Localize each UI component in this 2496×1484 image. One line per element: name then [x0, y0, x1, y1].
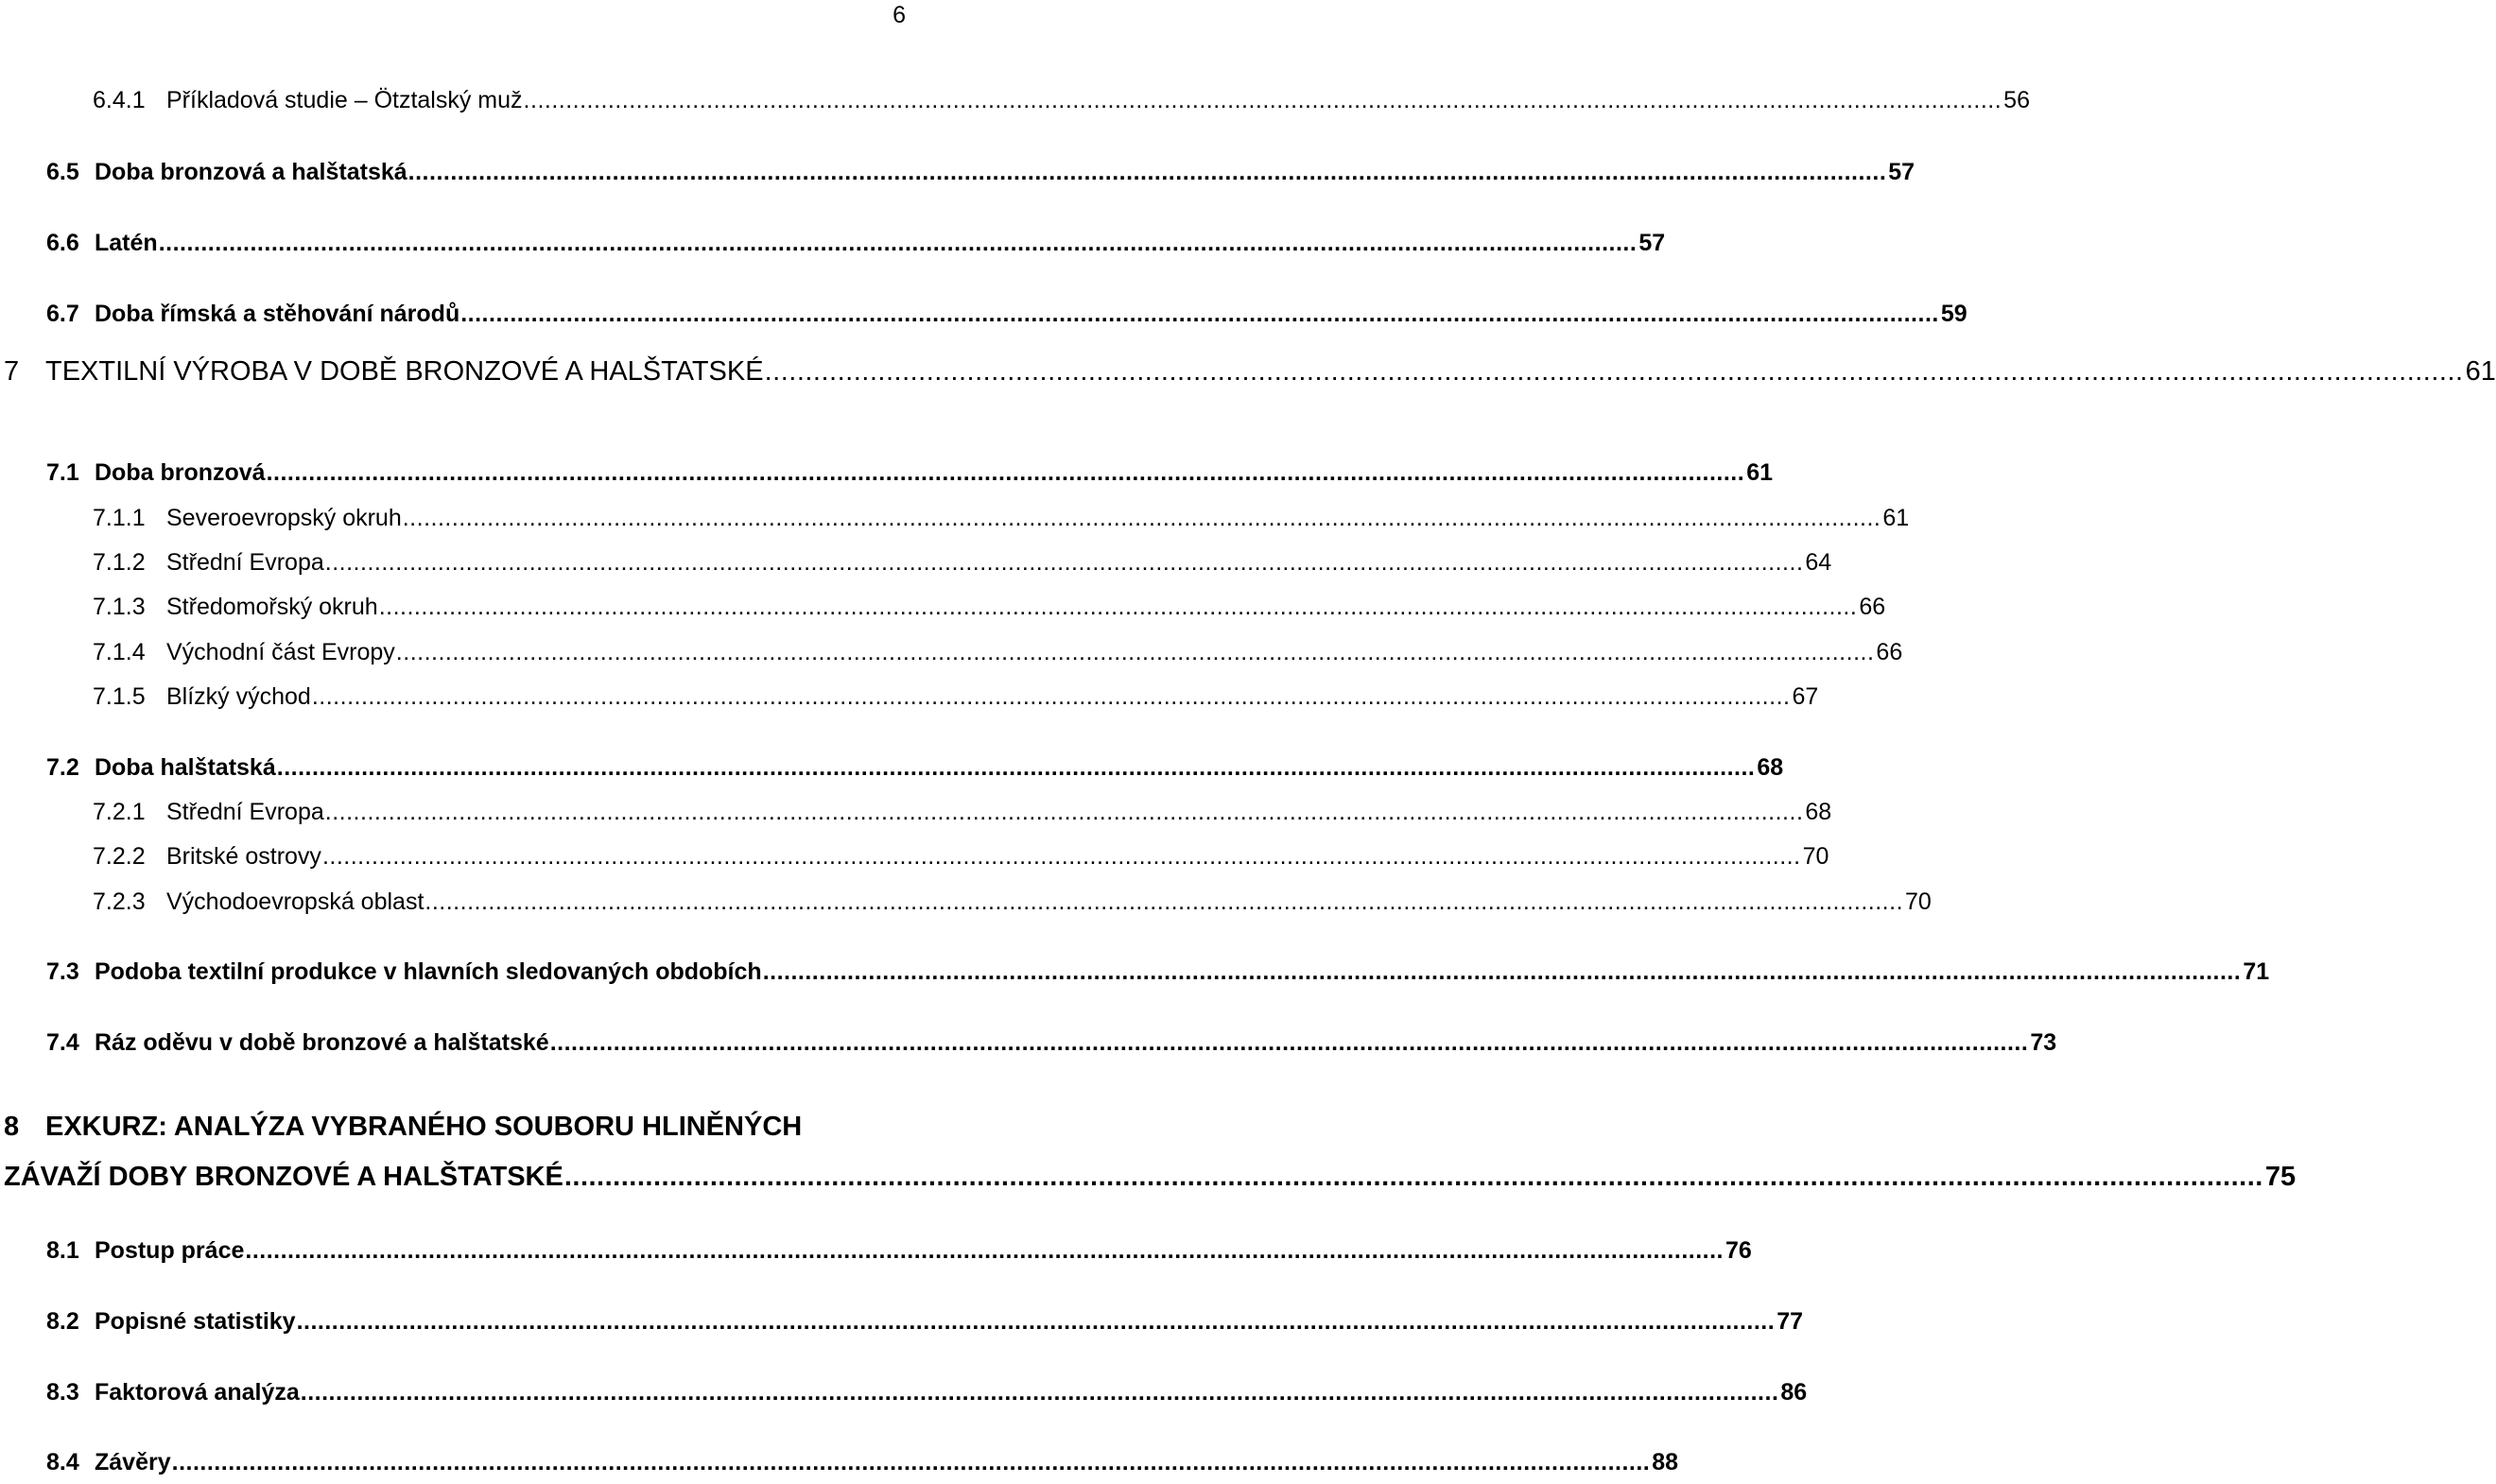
toc-dot-leader: ..................................................................................................................................................................................................................: [402, 505, 1881, 531]
toc-entry-page: 68: [1805, 799, 1832, 825]
toc-entry-title: Popisné statistiky: [95, 1308, 296, 1335]
toc-entry-title: Doba halštatská: [95, 754, 276, 781]
toc-entry-7-2[interactable]: [46, 753, 1784, 782]
toc-dot-leader: ..................................................................................................................................................................................................................: [245, 1237, 1724, 1264]
toc-dot-leader: ..................................................................................................................................................................................................................: [296, 1308, 1776, 1335]
toc-entry-page: 70: [1802, 843, 1829, 870]
toc-entry-number: 7.1.3: [93, 594, 146, 620]
toc-dot-leader: ..................................................................................................................................................................................................................: [563, 1162, 2263, 1192]
toc-entry-7-2-2[interactable]: [93, 842, 1829, 871]
toc-entry-page: 68: [1757, 754, 1784, 781]
toc-dot-leader: ..................................................................................................................................................................................................................: [425, 889, 1904, 915]
toc-entry-page: 88: [1652, 1449, 1679, 1475]
toc-dot-leader: ..................................................................................................................................................................................................................: [276, 754, 1756, 781]
toc-dot-leader: ..................................................................................................................................................................................................................: [321, 843, 1801, 870]
toc-entry-number: 8.4: [46, 1449, 79, 1475]
toc-entry-page: 57: [1888, 159, 1915, 185]
toc-entry-title: Doba bronzová: [95, 459, 266, 486]
toc-entry-title: Latén: [95, 230, 158, 256]
toc-entry-7-1-5[interactable]: [93, 682, 1819, 711]
toc-entry-title: Východní část Evropy: [166, 639, 395, 665]
toc-entry-title: Ráz oděvu v době bronzové a halštatské: [95, 1029, 549, 1056]
toc-entry-title: Podoba textilní produkce v hlavních sledovaných obdobích: [95, 958, 762, 985]
toc-entry-number: 6.6: [46, 230, 79, 256]
toc-entry-page: 77: [1777, 1308, 1804, 1335]
toc-entry-number: 7.3: [46, 958, 79, 985]
toc-entry-8-line-two[interactable]: [4, 1161, 2297, 1193]
toc-entry-number: 8.1: [46, 1237, 79, 1264]
toc-entry-7-3[interactable]: [46, 958, 2270, 986]
toc-entry-number: 7.2.1: [93, 799, 146, 825]
toc-entry-page: 76: [1725, 1237, 1752, 1264]
toc-entry-page: 86: [1780, 1379, 1808, 1406]
toc-entry-page: 66: [1876, 639, 1903, 665]
toc-entry-number: 7.2.2: [93, 843, 146, 870]
toc-entry-page: 61: [1746, 459, 1774, 486]
toc-dot-leader: ..................................................................................................................................................................................................................: [171, 1449, 1651, 1475]
toc-dot-leader: ..................................................................................................................................................................................................................: [378, 594, 1858, 620]
toc-entry-title: EXKURZ: ANALÝZA VYBRANÉHO SOUBORU HLINĚNÝCH: [45, 1112, 803, 1142]
toc-dot-leader: ..................................................................................................................................................................................................................: [395, 639, 1875, 665]
toc-dot-leader: ..................................................................................................................................................................................................................: [324, 799, 1804, 825]
toc-entry-title: Severoevropský okruh: [166, 505, 402, 531]
toc-dot-leader: ..................................................................................................................................................................................................................: [300, 1379, 1779, 1406]
toc-entry-page: 67: [1792, 683, 1819, 710]
toc-entry-number: 7.1: [46, 459, 79, 486]
toc-dot-leader: ..................................................................................................................................................................................................................: [764, 356, 2464, 387]
toc-entry-8-line-one[interactable]: [4, 1111, 802, 1143]
toc-entry-title: Příkladová studie – Ötztalský muž: [166, 87, 523, 113]
toc-entry-title: Závěry: [95, 1449, 171, 1475]
toc-dot-leader: ..................................................................................................................................................................................................................: [460, 301, 1939, 327]
toc-entry-number: 6.5: [46, 159, 79, 185]
toc-entry-number: 7.1.5: [93, 683, 146, 710]
toc-entry-title-continued: ZÁVAŽÍ DOBY BRONZOVÉ A HALŠTATSKÉ: [4, 1162, 563, 1192]
toc-entry-7[interactable]: [4, 355, 2496, 388]
toc-entry-8-4[interactable]: [46, 1448, 1679, 1476]
toc-dot-leader: ..................................................................................................................................................................................................................: [324, 549, 1804, 576]
toc-entry-7-1-1[interactable]: [93, 504, 1910, 532]
toc-entry-number: 6.7: [46, 301, 79, 327]
toc-entry-7-2-3[interactable]: [93, 888, 1932, 916]
toc-dot-leader: ..................................................................................................................................................................................................................: [762, 958, 2242, 985]
toc-entry-title: Postup práce: [95, 1237, 245, 1264]
toc-entry-page: 61: [1882, 505, 1910, 531]
toc-entry-page: 57: [1638, 230, 1666, 256]
toc-entry-number: 8.2: [46, 1308, 79, 1335]
toc-entry-title: Východoevropská oblast: [166, 889, 425, 915]
page-number: 6: [893, 2, 906, 28]
toc-entry-page: 59: [1940, 301, 1967, 327]
toc-entry-page: 61: [2465, 356, 2496, 387]
toc-entry-8-1[interactable]: [46, 1236, 1752, 1265]
toc-entry-7-1[interactable]: [46, 458, 1774, 487]
toc-entry-number: 7.2: [46, 754, 79, 781]
toc-entry-title: Střední Evropa: [166, 799, 324, 825]
toc-entry-page: 64: [1805, 549, 1832, 576]
toc-entry-title: Blízký východ: [166, 683, 311, 710]
toc-entry-number: 8.3: [46, 1379, 79, 1406]
toc-entry-title: Doba římská a stěhování národů: [95, 301, 460, 327]
toc-entry-6-6[interactable]: [46, 229, 1666, 257]
toc-entry-number: 7.1.4: [93, 639, 146, 665]
toc-entry-title: Středomořský okruh: [166, 594, 378, 620]
toc-dot-leader: ..................................................................................................................................................................................................................: [266, 459, 1745, 486]
toc-entry-title: Doba bronzová a halštatská: [95, 159, 407, 185]
toc-entry-page: 70: [1905, 889, 1932, 915]
toc-dot-leader: ..................................................................................................................................................................................................................: [549, 1029, 2029, 1056]
toc-entry-number: 7.2.3: [93, 889, 146, 915]
toc-entry-title: TEXTILNÍ VÝROBA V DOBĚ BRONZOVÉ A HALŠTATSKÉ: [45, 356, 764, 387]
toc-entry-number: 6.4.1: [93, 87, 146, 113]
toc-entry-6-4-1[interactable]: [93, 86, 2030, 114]
toc-entry-number: 7.4: [46, 1029, 79, 1056]
toc-entry-7-4[interactable]: [46, 1028, 2057, 1057]
toc-entry-page: 73: [2030, 1029, 2057, 1056]
toc-entry-page: 56: [2003, 87, 2030, 113]
toc-dot-leader: ..................................................................................................................................................................................................................: [523, 87, 2002, 113]
toc-entry-page: 66: [1859, 594, 1886, 620]
toc-entry-title: Britské ostrovy: [166, 843, 321, 870]
toc-entry-8-3[interactable]: [46, 1378, 1808, 1406]
toc-entry-6-7[interactable]: [46, 300, 1967, 328]
toc-entry-number: 7: [4, 356, 20, 387]
toc-dot-leader: ..................................................................................................................................................................................................................: [311, 683, 1791, 710]
toc-entry-title: Faktorová analýza: [95, 1379, 300, 1406]
toc-entry-title: Střední Evropa: [166, 549, 324, 576]
toc-dot-leader: ..................................................................................................................................................................................................................: [158, 230, 1638, 256]
toc-entry-number: 8: [4, 1112, 20, 1142]
toc-entry-7-1-2[interactable]: [93, 548, 1832, 577]
toc-entry-8-2[interactable]: [46, 1307, 1804, 1336]
toc-entry-page: 71: [2243, 958, 2270, 985]
toc-entry-page: 75: [2264, 1162, 2297, 1192]
toc-entry-number: 7.1.2: [93, 549, 146, 576]
toc-entry-7-2-1[interactable]: [93, 798, 1832, 826]
toc-entry-number: 7.1.1: [93, 505, 146, 531]
toc-dot-leader: ..................................................................................................................................................................................................................: [407, 159, 1887, 185]
toc-entry-7-1-3[interactable]: [93, 593, 1886, 621]
toc-entry-7-1-4[interactable]: [93, 638, 1903, 666]
toc-entry-6-5[interactable]: [46, 158, 1915, 186]
